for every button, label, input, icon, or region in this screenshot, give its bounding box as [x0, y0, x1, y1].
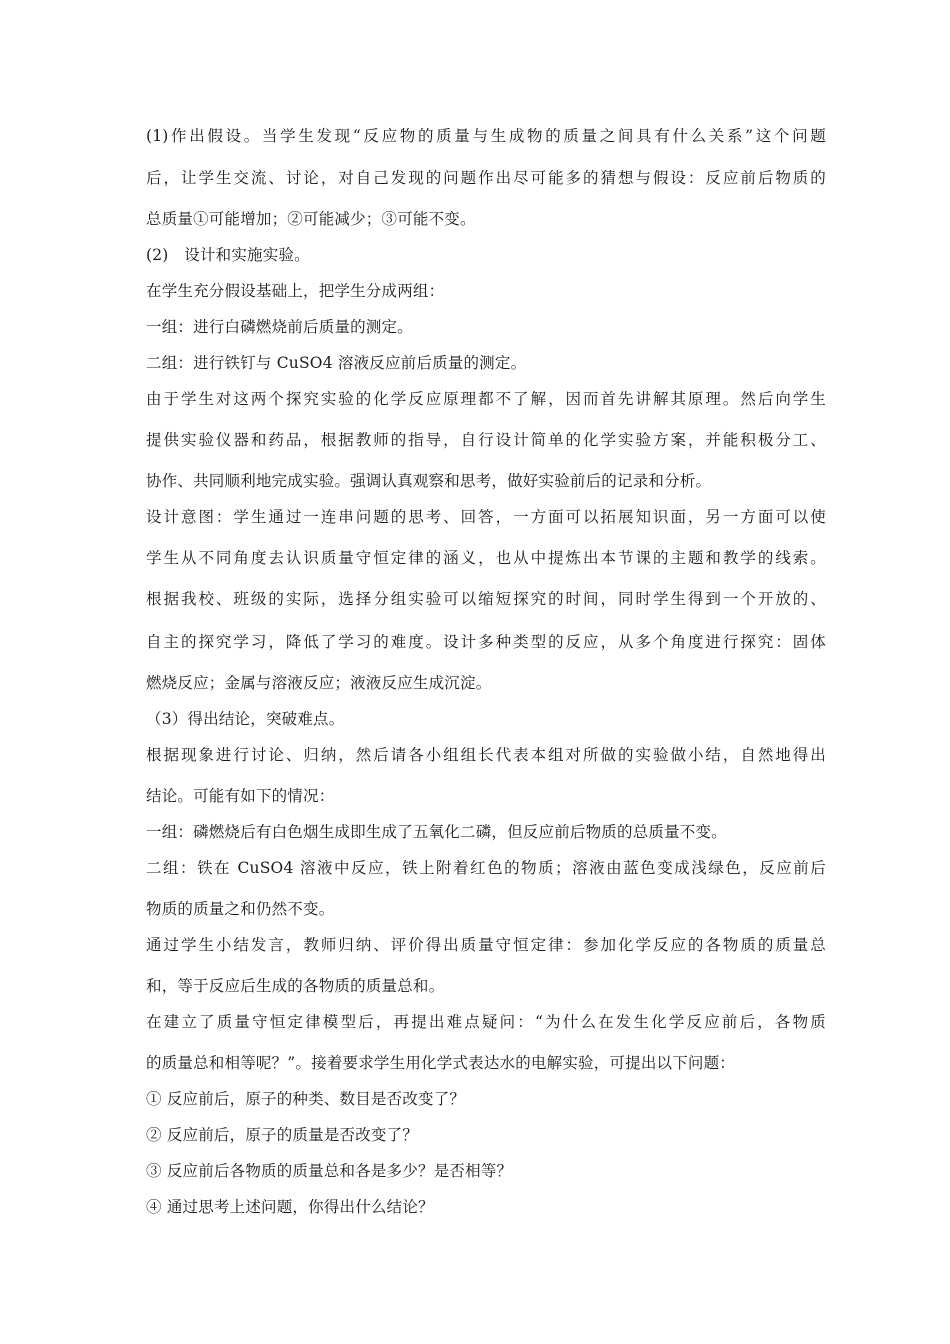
paragraph-line: (1)作出假设。当学生发现“反应物的质量与生成物的质量之间具有什么关系”这个问题 — [146, 127, 826, 145]
question-item: ① 反应前后，原子的种类、数目是否改变了？ — [146, 1090, 466, 1108]
paragraph-line: 燃烧反应；金属与溶液反应；液液反应生成沉淀。 — [146, 674, 492, 692]
paragraph-line: 后，让学生交流、讨论，对自己发现的问题作出尽可能多的猜想与假设：反应前后物质的 — [146, 169, 826, 187]
section-heading: (2) 设计和实施实验。 — [146, 246, 310, 264]
paragraph-line: 结论。可能有如下的情况： — [146, 787, 335, 805]
paragraph-line: 在学生充分假设基础上，把学生分成两组： — [146, 282, 445, 300]
paragraph-line: 根据现象进行讨论、归纳，然后请各小组组长代表本组对所做的实验做小结，自然地得出 — [146, 746, 826, 764]
paragraph-line: 一组：进行白磷燃烧前后质量的测定。 — [146, 318, 413, 336]
paragraph-line: 自主的探究学习，降低了学习的难度。设计多种类型的反应，从多个角度进行探究：固体 — [146, 633, 826, 651]
paragraph-line: 一组：磷燃烧后有白色烟生成即生成了五氧化二磷，但反应前后物质的总质量不变。 — [146, 823, 727, 841]
paragraph-line: 根据我校、班级的实际，选择分组实验可以缩短探究的时间，同时学生得到一个开放的、 — [146, 590, 826, 608]
paragraph-line: 的质量总和相等呢？”。接着要求学生用化学式表达水的电解实验，可提出以下问题： — [146, 1054, 736, 1072]
paragraph-line: 通过学生小结发言，教师归纳、评价得出质量守恒定律：参加化学反应的各物质的质量总 — [146, 936, 826, 954]
section-heading: （3）得出结论，突破难点。 — [146, 710, 345, 728]
paragraph-line: 设计意图：学生通过一连串问题的思考、回答，一方面可以拓展知识面，另一方面可以使 — [146, 508, 826, 526]
paragraph-line: 总质量①可能增加；②可能减少；③可能不变。 — [146, 210, 476, 228]
paragraph-line: 和，等于反应后生成的各物质的质量总和。 — [146, 977, 445, 995]
paragraph-line: 由于学生对这两个探究实验的化学反应原理都不了解，因而首先讲解其原理。然后向学生 — [146, 390, 826, 408]
paragraph-line: 提供实验仪器和药品，根据教师的指导，自行设计简单的化学实验方案，并能积极分工、 — [146, 431, 826, 449]
paragraph-line: 二组：进行铁钉与 CuSO4 溶液反应前后质量的测定。 — [146, 354, 527, 372]
question-item: ③ 反应前后各物质的质量总和各是多少？是否相等？ — [146, 1162, 513, 1180]
question-item: ④ 通过思考上述问题，你得出什么结论？ — [146, 1198, 434, 1216]
paragraph-line: 物质的质量之和仍然不变。 — [146, 900, 335, 918]
paragraph-line: 二组：铁在 CuSO4 溶液中反应，铁上附着红色的物质；溶液由蓝色变成浅绿色，反应前后 — [146, 859, 826, 877]
question-item: ② 反应前后，原子的质量是否改变了？ — [146, 1126, 419, 1144]
paragraph-line: 学生从不同角度去认识质量守恒定律的涵义，也从中提炼出本节课的主题和教学的线索。 — [146, 549, 826, 567]
paragraph-line: 协作、共同顺利地完成实验。强调认真观察和思考，做好实验前后的记录和分析。 — [146, 472, 712, 490]
paragraph-line: 在建立了质量守恒定律模型后，再提出难点疑问：“为什么在发生化学反应前后，各物质 — [146, 1013, 826, 1031]
